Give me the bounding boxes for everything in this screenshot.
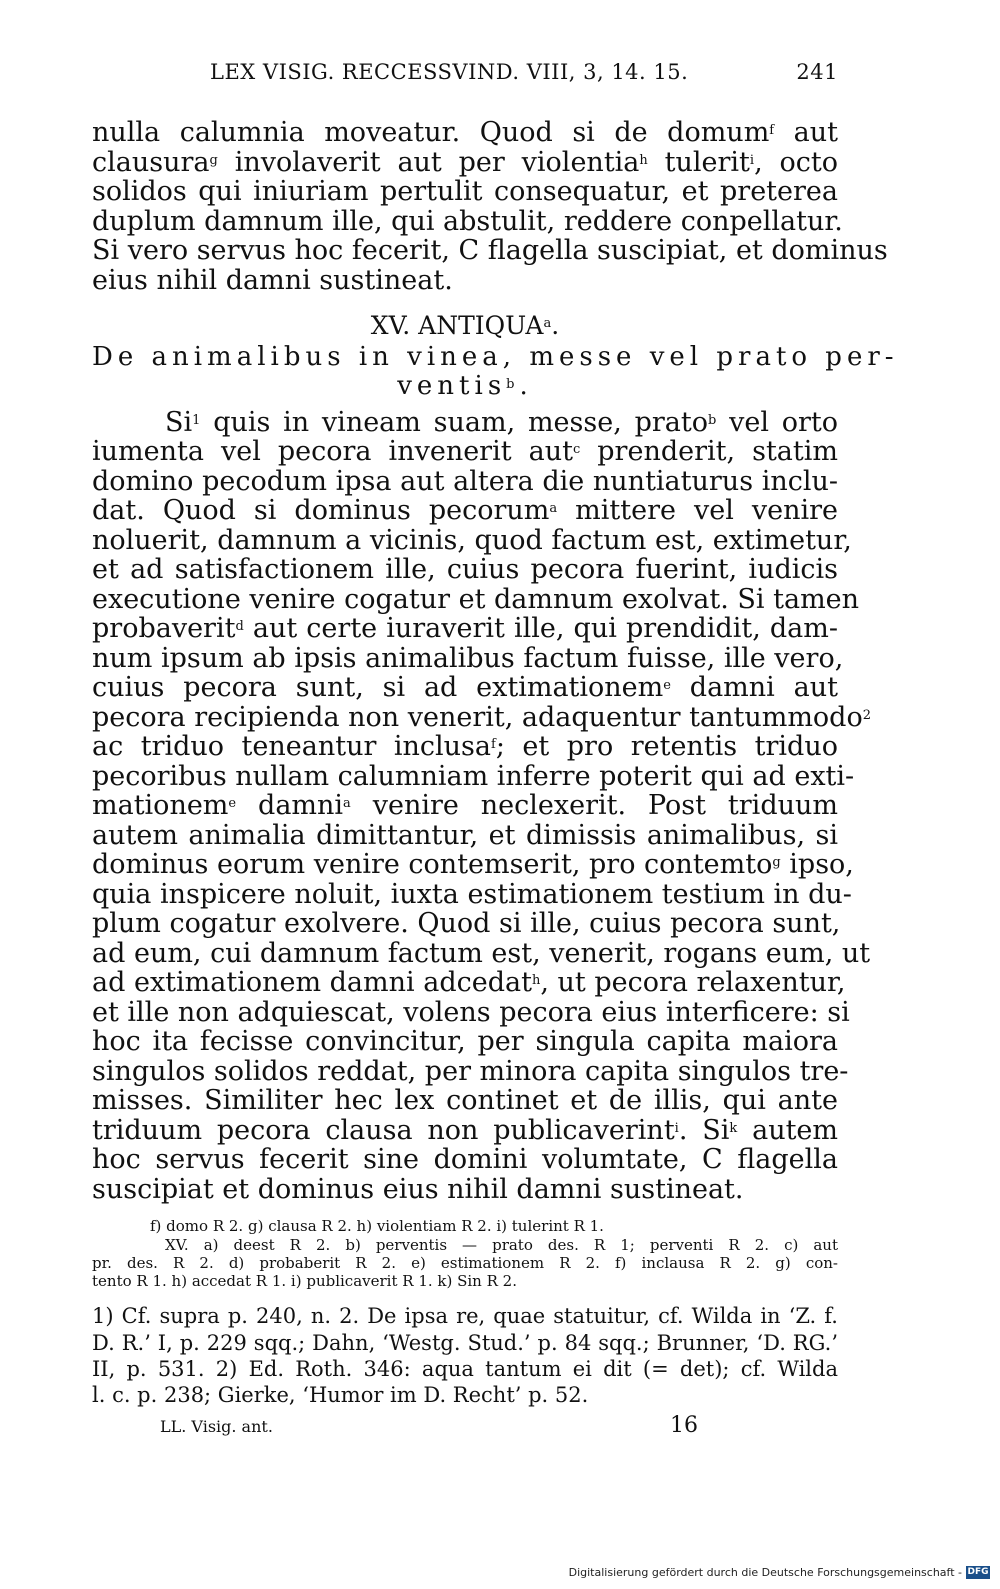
page-number: 241 (796, 60, 838, 84)
text-line: clausura$^g$ involaverit aut per violentia$^h$ tulerit$^i$, octo (92, 147, 838, 178)
text-line: pecora recipienda non venerit, adaquentur tantummodo$^2$ (92, 702, 871, 733)
text-line: pecoribus nullam calumniam inferre poterit qui ad exti- (92, 761, 855, 792)
text-line: plum cogatur exolvere. Quod si ille, cuius pecora sunt, (92, 908, 841, 939)
text-line: singulos solidos reddat, per minora capita singulos tre- (92, 1056, 849, 1087)
text-line: probaverit$^d$ aut certe iuraverit ille, qui prendidit, dam- (92, 613, 838, 644)
apparatus-line: XV. a) deest R 2. b) perventis — prato des. R 1; perventi R 2. c) aut (165, 1236, 838, 1254)
text-line: eius nihil damni sustineat. (92, 265, 453, 296)
text-line: solidos qui iniuriam pertulit consequatur, et preterea (92, 176, 838, 207)
text-line: hoc servus fecerit sine domini volumtate, C flagella (92, 1144, 838, 1175)
footnote-line: D. R.’ I, p. 229 sqq.; Dahn, ‘Westg. Stud.’ p. 84 sqq.; Brunner, ‘D. RG.’ (92, 1331, 838, 1355)
text-line: domino pecodum ipsa aut altera die nuntiaturus inclu- (92, 466, 838, 497)
footnote-line: l. c. p. 238; Gierke, ‘Humor im D. Recht’ p. 52. (92, 1383, 589, 1407)
section-subtitle: ventis$^b$. (397, 371, 533, 401)
text-line: executione venire cogatur et damnum exolvat. Si tamen (92, 584, 860, 615)
text-line: autem animalia dimittantur, et dimissis animalibus, si (92, 820, 838, 851)
text-line: et ille non adquiescat, volens pecora eius interficere: si (92, 997, 850, 1028)
text-line: triduum pecora clausa non publicaverint$^i$. Si$^k$ autem (92, 1115, 839, 1146)
text-line: ad extimationem damni adcedat$^h$, ut pecora relaxentur, (92, 967, 846, 998)
text-line: noluerit, damnum a vicinis, quod factum est, extimetur, (92, 525, 852, 556)
text-line: misses. Similiter hec lex continet et de illis, qui ante (92, 1085, 838, 1116)
text-line: Si$^1$ quis in vineam suam, messe, prato$^b$ vel orto (165, 407, 838, 438)
text-line: et ad satisfactionem ille, cuius pecora fuerint, iudicis (92, 554, 838, 585)
section-subtitle: De animalibus in vinea, messe vel prato per- (92, 342, 899, 372)
text-line: quia inspicere noluit, iuxta estimationem testium in du- (92, 879, 852, 910)
text-line: suscipiat et dominus eius nihil damni sustineat. (92, 1174, 744, 1205)
section-heading: XV. ANTIQUA$^a$. (370, 311, 560, 340)
dfg-logo-icon: DFG (967, 1567, 989, 1577)
text-line: dominus eorum venire contemserit, pro contemto$^g$ ipso, (92, 849, 854, 880)
digitization-credit (569, 1566, 990, 1579)
text-line: ac triduo teneantur inclusa$^f$; et pro retentis triduo (92, 731, 838, 762)
text-line: mationem$^e$ damni$^a$ venire neclexerit. Post triduum (92, 790, 838, 821)
apparatus-line: pr. des. R 2. d) probaberit R 2. e) estimationem R 2. f) inclausa R 2. g) con- (92, 1254, 838, 1272)
text-line: cuius pecora sunt, si ad extimationem$^e$ damni aut (92, 672, 838, 703)
footnote-line: II, p. 531. 2) Ed. Roth. 346: aqua tantum ei dit (= det); cf. Wilda (92, 1357, 838, 1381)
text-line: num ipsum ab ipsis animalibus factum fuisse, ille vero, (92, 643, 844, 674)
text-line: Si vero servus hoc fecerit, C flagella suscipiat, et dominus (92, 235, 888, 266)
text-line: duplum damnum ille, qui abstulit, reddere conpellatur. (92, 206, 843, 237)
text-line: dat. Quod si dominus pecorum$^a$ mittere vel venire (92, 495, 838, 526)
credit-text: Digitalisierung gefördert durch die Deutsche Forschungsgemeinschaft - (568, 1566, 962, 1579)
running-header (92, 60, 838, 90)
apparatus-line: f) domo R 2. g) clausa R 2. h) violentiam R 2. i) tulerint R 1. (150, 1217, 604, 1235)
text-line: nulla calumnia moveatur. Quod si de domum$^f$ aut (92, 117, 838, 148)
apparatus-line: tento R 1. h) accedat R 1. i) publicaverit R 1. k) Sin R 2. (92, 1272, 517, 1290)
text-line: ad eum, cui damnum factum est, venerit, rogans eum, ut (92, 938, 871, 969)
text-line: iumenta vel pecora invenerit aut$^c$ prenderit, statim (92, 436, 838, 467)
text-line: hoc ita fecisse convincitur, per singula capita maiora (92, 1026, 838, 1057)
footnote-line: 1) Cf. supra p. 240, n. 2. De ipsa re, quae statuitur, cf. Wilda in ‘Z. f. (92, 1304, 838, 1328)
running-title: LEX VISIG. RECCESSVIND. VIII, 3, 14. 15. (210, 60, 689, 84)
sheet-number: 16 (670, 1413, 698, 1438)
signature-mark: LL. Visig. ant. (160, 1417, 273, 1436)
